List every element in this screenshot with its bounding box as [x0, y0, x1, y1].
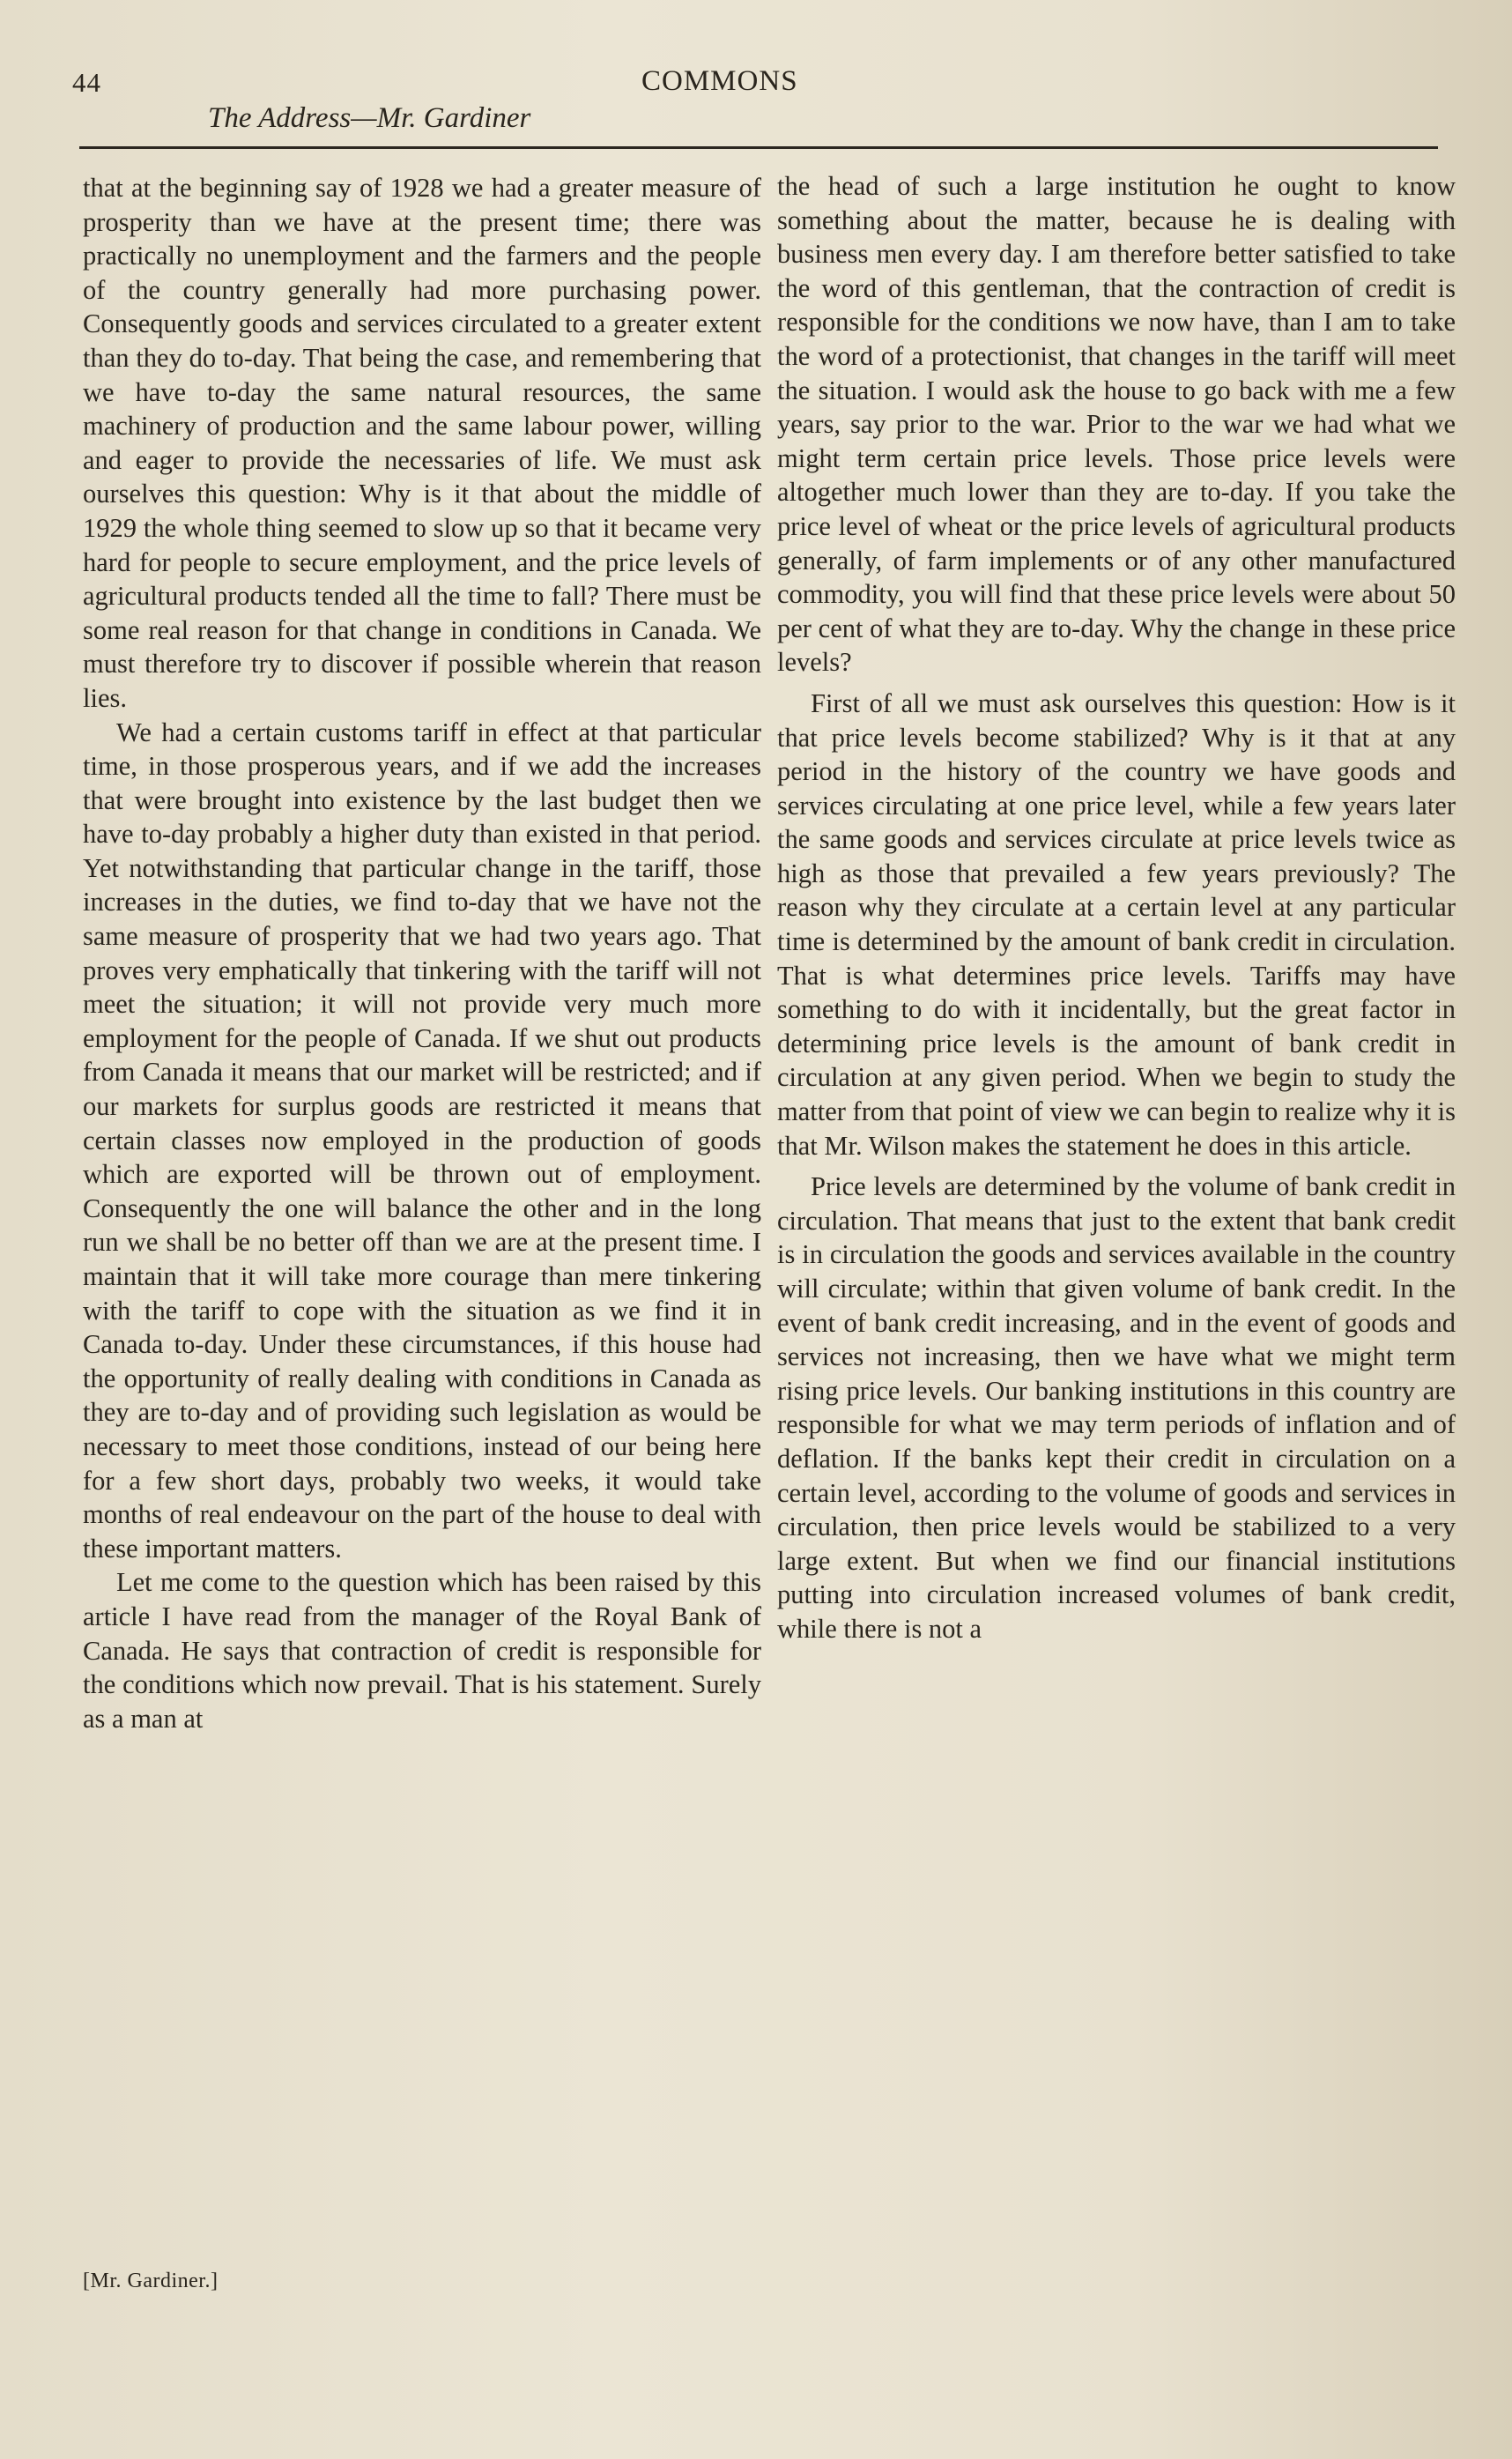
- header-rule: [79, 146, 1438, 149]
- right-column: [777, 169, 1456, 1646]
- left-paragraph-3: Let me come to the question which has been raised by this article I have read from the manager of the Royal Bank of Canada. He says that contraction of credit is responsible for the conditions which now prevail. That is his statement. Surely as a man at: [83, 1567, 761, 1734]
- left-paragraph-2: We had a certain customs tariff in effect at that particular time, in those prosperous years, and if we add the increases that were brought into existence by the last budget then we have to-day probably a higher duty than existed in that period. Yet notwithstanding that particular change in the tariff, those increases in the duties, we find to-day that we have not the same measure of prosperity that we had two years ago. That proves very emphatically that tinkering with the tariff will not meet the situation; it will not provide very much more employment for the people of Canada. If we shut out products from Canada it means that our market will be restricted; and if our markets for surplus goods are restricted it means that certain classes now employed in the production of goods which are exported will be thrown out of employment. Consequently the one will balance the other and in the long run we shall be no better off than we are at the present time. I maintain that it will take more courage than mere tinkering with the tariff to cope with the situation as we find it in Canada to-day. Under these circumstances, if this house had the opportunity of really dealing with conditions in Canada as they are to-day and of providing such legislation as would be necessary to meet those conditions, instead of our being here for a few short days, probably two weeks, it would take months of real endeavour on the part of the house to deal with these important matters.: [83, 717, 761, 1564]
- right-paragraph-2: First of all we must ask ourselves this question: How is it that price levels become stabilized? Why is it that at any period in the history of the country we have goods and services circulating at one price level, while a few years later the same goods and services circulate at price levels twice as high as those that prevailed a few years previously? The reason why they circulate at a certain level at any particular time is determined by the amount of bank credit in circulation. That is what determines price levels. Tariffs may have something to do with it incidentally, but the great factor in determining price levels is the amount of bank credit in circulation at any given period. When we begin to study the matter from that point of view we can begin to realize why it is that Mr. Wilson makes the statement he does in this article.: [777, 687, 1456, 1161]
- right-paragraph-3: Price levels are determined by the volume of bank credit in circulation. That means that just to the extent that bank credit is in circulation the goods and services available in the country will circulate; within that given volume of bank credit. In the event of bank credit increasing, and in the event of goods and services not increasing, then we have what we might term rising price levels. Our banking institutions in this country are responsible for what we may term periods of inflation and of deflation. If the banks kept their credit in circulation on a certain level, according to the volume of goods and services in circulation, then price levels would be stabilized to a very large extent. But when we find our financial institutions putting into circulation increased volumes of bank credit, while there is not a: [777, 1171, 1456, 1644]
- right-paragraph-1: the head of such a large institution he ought to know something about the matter, because he is dealing with business men every day. I am therefore better satisfied to take the word of this gentleman, that the contraction of credit is responsible for the conditions we now have, than I am to take the word of a protectionist, that changes in the tariff will meet the situation. I would ask the house to go back with me a few years, say prior to the war. Prior to the war we had what we might term certain price levels. Those price levels were altogether much lower than they are to-day. If you take the price level of wheat or the price levels of agricultural products generally, of farm implements or of any other manufactured commodity, you will find that these price levels were about 50 per cent of what they are to-day. Why the change in these price levels?: [777, 171, 1456, 678]
- left-paragraph-1: that at the beginning say of 1928 we had a greater measure of prosperity than we have at the present time; there was practically no unemployment and the farmers and the people of the country generally had more purchasing power. Consequently goods and services circulated to a greater extent than they do to-day. That being the case, and remembering that we have to-day the same natural resources, the same machinery of production and the same labour power, willing and eager to provide the necessaries of life. We must ask ourselves this question: Why is it that about the middle of 1929 the whole thing seemed to slow up so that it became very hard for people to secure employment, and the price levels of agricultural products tended all the time to fall? There must be some real reason for that change in conditions in Canada. We must therefore try to discover if possible wherein that reason lies.: [83, 173, 761, 713]
- left-column: [83, 171, 761, 1735]
- running-head: COMMONS: [641, 65, 798, 97]
- section-title: The Address—Mr. Gardiner: [208, 102, 531, 134]
- speaker-attribution: [Mr. Gardiner.]: [83, 2270, 219, 2292]
- page-number: 44: [72, 67, 101, 98]
